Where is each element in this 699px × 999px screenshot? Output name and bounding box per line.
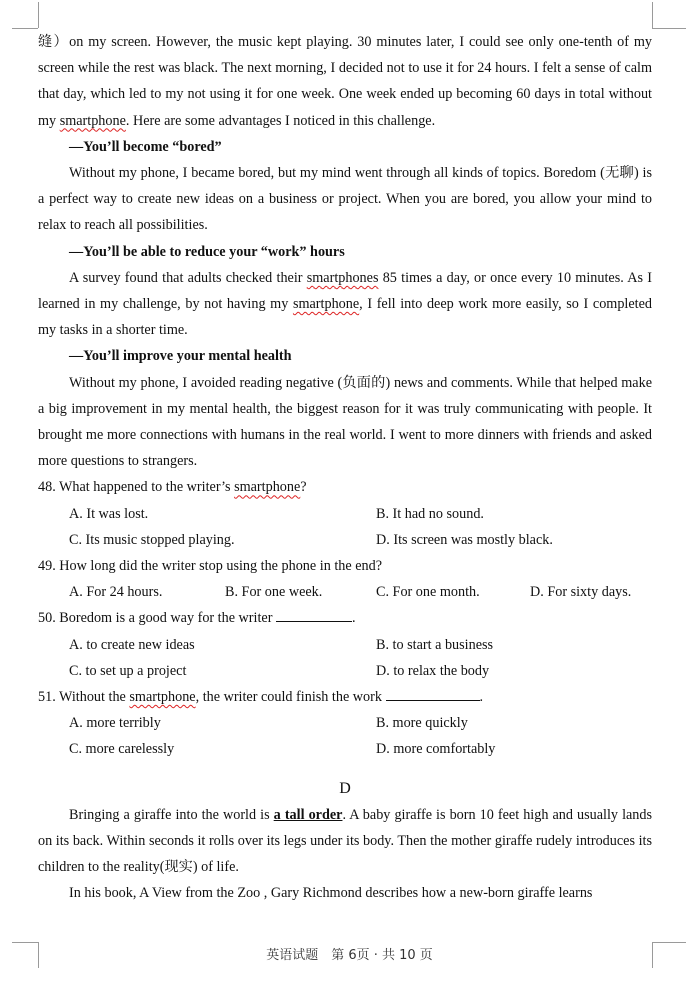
option-a: A. more terribly xyxy=(69,715,161,732)
passage-c-paragraph-1: 缝）on my screen. However, the music kept playing. 30 minutes later, I could see only one-tenth of my screen while the rest was black. The next morning, I decided not to use it for 24 hours. I felt a sense of calm that day, which led to my not using it for one week. One week ended up becoming 60 days in total without my smartphone. Here are some advantages I noticed in this challenge. xyxy=(38,34,652,129)
question-48-options-row-2 xyxy=(38,527,652,553)
crop-mark xyxy=(652,2,653,28)
option-d: D. Its screen was mostly black. xyxy=(376,531,553,548)
spellcheck-word: smartphone xyxy=(292,296,360,313)
crop-mark xyxy=(652,942,686,943)
option-b: B. It had no sound. xyxy=(376,505,484,522)
option-a: A. to create new ideas xyxy=(69,636,195,653)
option-c: C. more carelessly xyxy=(69,741,175,758)
question-48-options-row-1 xyxy=(38,501,652,527)
crop-mark xyxy=(38,2,39,28)
option-d: D. For sixty days. xyxy=(530,584,632,601)
option-b: B. to start a business xyxy=(376,636,494,653)
passage-d-label: D xyxy=(339,779,351,797)
option-a: A. It was lost. xyxy=(69,505,149,522)
crop-mark xyxy=(652,28,686,29)
question-51: 51. Without the smartphone, the writer could finish the work . xyxy=(38,684,652,710)
crop-mark xyxy=(12,942,38,943)
spellcheck-word: smartphones xyxy=(306,269,379,286)
question-51-options-row-1 xyxy=(38,710,652,736)
underlined-phrase: a tall order xyxy=(273,806,343,823)
crop-mark xyxy=(12,28,38,29)
question-50-options-row-1 xyxy=(38,632,652,658)
spellcheck-word: smartphone xyxy=(129,689,196,706)
passage-c-paragraph-4: Without my phone, I avoided reading negative (负面的) news and comments. While that helped make a big improvement in my mental health, the biggest reason for it was truly communicating with people. It brought me more connections with humans in the real world. I went to more dinners with friends and asked more questions to strangers. xyxy=(38,374,652,470)
option-c: C. For one month. xyxy=(376,584,480,601)
passage-c-paragraph-3: A survey found that adults checked their smartphones 85 times a day, or once every 10 minutes. As I learned in my challenge, by not having my smartphone, I fell into deep work more easily, so I completed my tasks in a shorter time. xyxy=(38,269,652,339)
option-c: C. to set up a project xyxy=(69,662,187,679)
question-49-options xyxy=(38,579,652,605)
option-a: A. For 24 hours. xyxy=(69,584,163,601)
page-content xyxy=(38,29,652,907)
option-c: C. Its music stopped playing. xyxy=(69,531,235,548)
question-50: 50. Boredom is a good way for the writer . xyxy=(38,605,652,631)
option-b: B. more quickly xyxy=(376,715,468,732)
section-heading-bored: —You’ll become “bored” xyxy=(69,138,222,155)
spellcheck-word: smartphone xyxy=(234,479,301,496)
passage-d-paragraph-2: In his book, A View from the Zoo , Gary Richmond describes how a new-born giraffe learns xyxy=(69,885,593,902)
question-50-options-row-2 xyxy=(38,658,652,684)
option-d: D. to relax the body xyxy=(376,662,490,679)
question-49: 49. How long did the writer stop using the phone in the end? xyxy=(38,558,382,575)
passage-c-paragraph-2: Without my phone, I became bored, but my mind went through all kinds of topics. Boredom (无聊) is a perfect way to create new ideas on a business or project. When you are bored, you allow your mind to relax to reach all possibilities. xyxy=(38,165,652,234)
option-d: D. more comfortably xyxy=(376,741,496,758)
section-heading-work-hours: —You’ll be able to reduce your “work” hours xyxy=(69,243,345,260)
answer-blank xyxy=(386,686,480,701)
answer-blank xyxy=(276,607,352,622)
page-footer: 英语试题 第 6页 · 共 10 页 xyxy=(266,948,433,963)
question-51-options-row-2 xyxy=(38,736,652,762)
spellcheck-word: smartphone xyxy=(59,112,126,129)
option-b: B. For one week. xyxy=(225,584,323,601)
passage-d-paragraph-1: Bringing a giraffe into the world is a tall order. A baby giraffe is born 10 feet high and usually lands on its back. Within seconds it rolls over its legs under its body. Then the mother giraffe rudely introduces its children to the reality(现实) of life. xyxy=(38,806,653,876)
question-48: 48. What happened to the writer’s smartphone? xyxy=(38,479,307,496)
section-heading-mental-health: —You’ll improve your mental health xyxy=(69,348,292,365)
